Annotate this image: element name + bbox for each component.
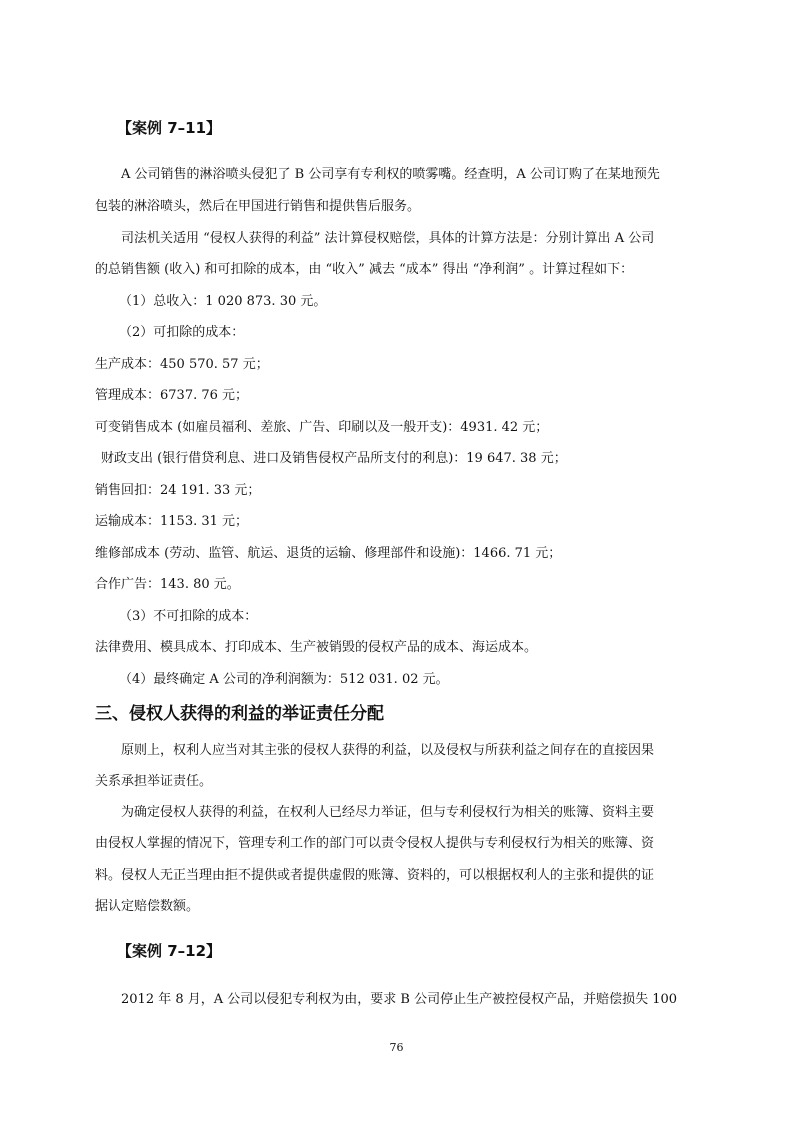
section-para-2-line-1: 为确定侵权人获得的利益，在权利人已经尽力举证，但与专利侵权行为相关的账簿、资料主要 (121, 805, 655, 820)
section-para-2-line-2: 由侵权人掌握的情况下，管理专利工作的部门可以责令侵权人提供与专利侵权行为相关的账簿、资 (95, 836, 655, 851)
calc-item-co-advertising: 合作广告：143. 80 元。 (95, 577, 240, 592)
case-7-11-method-line-2: 的总销售额 (收入) 和可扣除的成本，由 “收入” 减去 “成本” 得出 “净利润” 。计算过程如下： (95, 262, 634, 277)
calc-item-transport-cost: 运输成本：1153. 31 元； (95, 514, 249, 529)
calc-item-deductible-heading: （2）可扣除的成本： (119, 325, 245, 340)
case-7-11-method-line-1: 司法机关适用 “侵权人获得的利益” 法计算侵权赔偿，具体的计算方法是：分别计算出 A 公司 (121, 231, 655, 246)
calc-item-financial-expense: 财政支出 (银行借贷利息、进口及销售侵权产品所支付的利息)：19 647. 38 元； (101, 451, 567, 466)
calc-item-repair-cost: 维修部成本 (劳动、监管、航运、退货的运输、修理部件和设施)：1466. 71 元； (95, 546, 562, 561)
case-title-7-11: 【案例 7–11】 (117, 119, 222, 137)
calc-item-production-cost: 生产成本：450 570. 57 元； (95, 357, 269, 372)
calc-item-sales-rebate: 销售回扣：24 191. 33 元； (95, 483, 261, 498)
case-title-7-12: 【案例 7–12】 (117, 942, 222, 960)
calc-item-non-deductible-heading: （3）不可扣除的成本： (119, 609, 258, 624)
page-number: 76 (389, 1041, 404, 1054)
section-para-1-line-2: 关系承担举证责任。 (95, 774, 213, 789)
case-7-12-text: 2012 年 8 月，A 公司以侵犯专利权为由，要求 B 公司停止生产被控侵权产品，并赔偿损失 100 (121, 992, 678, 1007)
calc-item-total-income: （1）总收入：1 020 873. 30 元。 (119, 294, 327, 309)
calc-item-variable-sales-cost: 可变销售成本 (如雇员福利、差旅、广告、印刷以及一般开支)：4931. 42 元； (95, 420, 549, 435)
section-heading: 三、侵权人获得的利益的举证责任分配 (95, 704, 384, 724)
section-para-2-line-3: 料。侵权人无正当理由拒不提供或者提供虚假的账簿、资料的，可以根据权利人的主张和提供的证 (95, 868, 655, 883)
calc-item-non-deductible-list: 法律费用、模具成本、打印成本、生产被销毁的侵权产品的成本、海运成本。 (95, 640, 538, 655)
section-para-1-line-1: 原则上，权利人应当对其主张的侵权人获得的利益，以及侵权与所获利益之间存在的直接因果 (121, 743, 655, 758)
case-7-11-intro-line-2: 包装的淋浴喷头，然后在甲国进行销售和提供售后服务。 (95, 199, 421, 214)
calc-item-net-profit: （4）最终确定 A 公司的净利润额为：512 031. 02 元。 (119, 672, 449, 687)
case-7-11-intro-line-1: A 公司销售的淋浴喷头侵犯了 B 公司享有专利权的喷雾嘴。经查明，A 公司订购了在某地预先 (121, 167, 660, 182)
calc-item-management-cost: 管理成本：6737. 76 元； (95, 388, 249, 403)
section-para-2-line-4: 据认定赔偿数额。 (95, 899, 200, 914)
